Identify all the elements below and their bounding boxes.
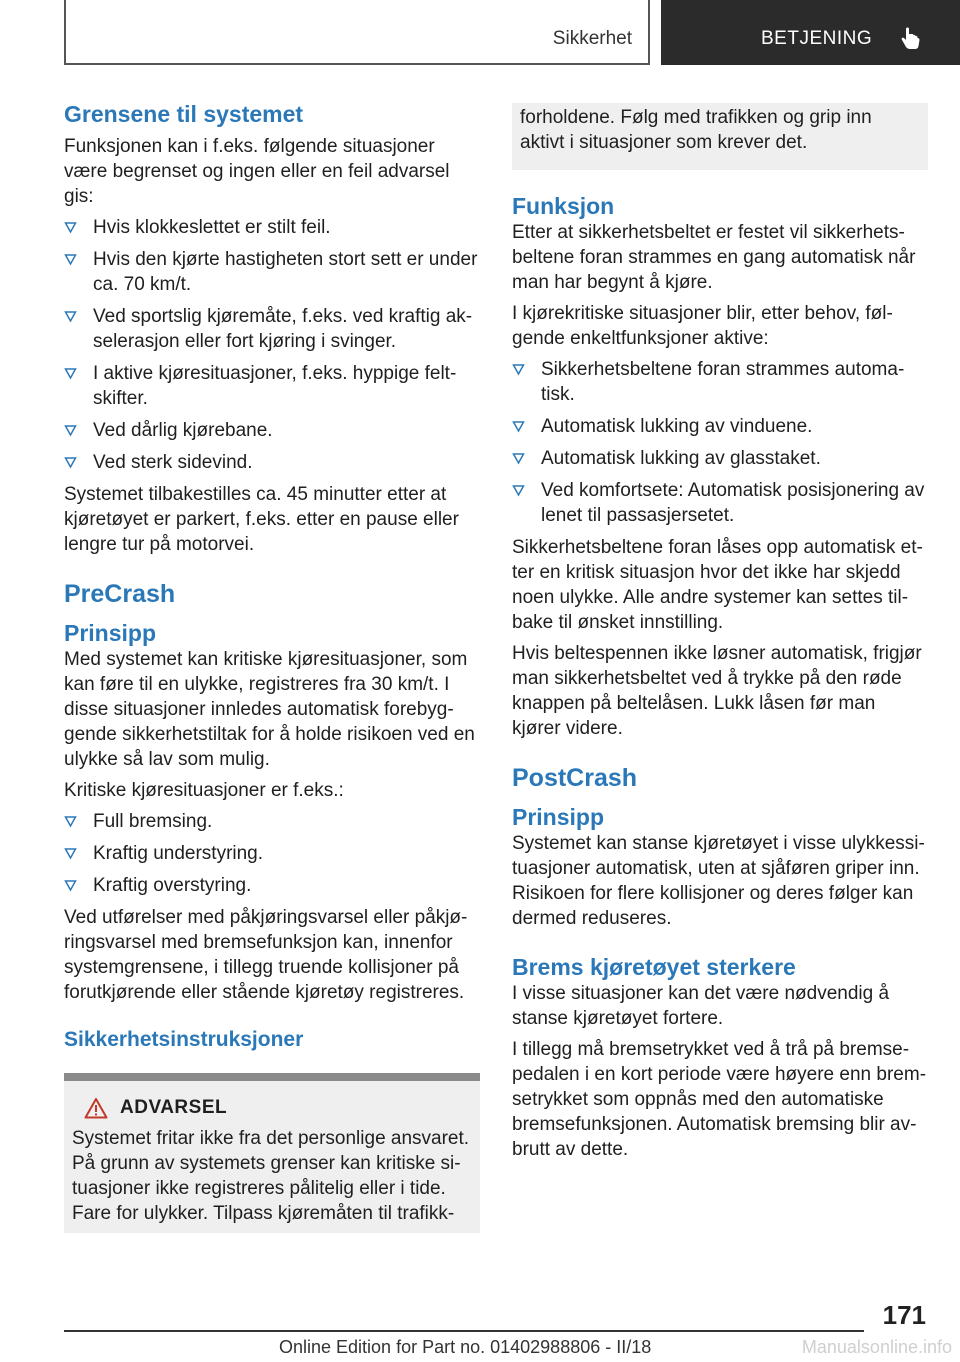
hand-pointer-icon (897, 26, 923, 52)
list-item: Automatisk lukking av glasstaket. (512, 446, 928, 471)
list-item: Sikkerhetsbeltene foran strammes automatisk. (512, 357, 928, 407)
triangle-bullet-icon (64, 367, 77, 380)
page-number: 171 (882, 1300, 926, 1330)
footer-divider (64, 1330, 864, 1332)
para-reset: Systemet tilbakestilles ca. 45 minutter etter at kjøretøyet er parkert, f.eks. etter en pause eller lengre tur på motorvei. (64, 484, 459, 555)
triangle-bullet-icon (512, 363, 525, 376)
para-funksjon-2: I kjørekritiske situasjoner blir, etter behov, følgende enkeltfunksjoner aktive: (512, 303, 893, 349)
heading-postcrash: PostCrash (512, 764, 638, 792)
warning-box-continued (512, 103, 928, 170)
list-item: Hvis klokkeslettet er stilt feil. (64, 215, 480, 240)
para-limits: Funksjonen kan i f.eks. følgende situasjoner være begrenset og ingen eller en feil advarsel gis: (64, 136, 450, 207)
list-item: Kraftig understyring. (64, 841, 480, 866)
warning-text: Systemet fritar ikke fra det personlige ansvaret. På grunn av systemets grenser kan kritiske situasjoner ikke registreres pålitelig eller i tide. Fare for ulykker. Tilpass kjøremåten til trafikk- (72, 1128, 470, 1224)
para-brems-1: I visse situasjoner kan det være nødvendig å stanse kjøretøyet fortere. (512, 983, 890, 1029)
para-funksjon-1: Etter at sikkerhetsbeltet er festet vil sikkerhetsbeltene foran strammes en gang automatisk når man har begynt å kjøre. (512, 222, 916, 293)
footer-edition: Online Edition for Part no. 01402988806 - II/18 (279, 1337, 652, 1357)
warning-title-row (72, 1095, 472, 1120)
triangle-bullet-icon (64, 815, 77, 828)
list-item: Ved komfortsete: Automatisk posisjonering av lenet til passasjersetet. (512, 478, 928, 528)
header-chapter-label: BETJENING (761, 28, 873, 49)
heading-safety: Sikkerhetsinstruksjoner (64, 1028, 304, 1051)
warning-box (64, 1073, 480, 1233)
list-item: Full bremsing. (64, 809, 480, 834)
triangle-bullet-icon (512, 452, 525, 465)
list-critical (64, 809, 480, 898)
header-section-box (64, 0, 650, 65)
triangle-bullet-icon (64, 424, 77, 437)
left-column (64, 100, 480, 1233)
list-item: Ved sterk sidevind. (64, 450, 480, 475)
para-release: Hvis beltespennen ikke løsner automatisk, frigjør man sikkerhetsbeltet ved å trykke på den røde knappen på beltelåsen. Lukk låsen før man kjører videre. (512, 643, 922, 739)
heading-prinsipp-post: Prinsipp (512, 804, 605, 830)
list-item: I aktive kjøresituasjoner, f.eks. hyppige feltskifter. (64, 361, 480, 411)
triangle-bullet-icon (64, 221, 77, 234)
heading-brems: Brems kjøretøyet sterkere (512, 954, 796, 980)
list-limits (64, 215, 480, 475)
heading-precrash: PreCrash (64, 580, 176, 608)
heading-prinsipp: Prinsipp (64, 620, 157, 646)
warning-title: ADVARSEL (120, 1097, 228, 1118)
heading-funksjon: Funksjon (512, 193, 615, 219)
list-funksjon (512, 357, 928, 528)
para-critical: Kritiske kjøresituasjoner er f.eks.: (64, 780, 344, 801)
list-item: Hvis den kjørte hastigheten stort sett er under ca. 70 km/t. (64, 247, 480, 297)
header-section-title: Sikkerhet (552, 28, 632, 49)
warning-text-continued: forholdene. Følg med trafikken og grip inn aktivt i situasjoner som krever det. (520, 107, 872, 153)
list-item: Kraftig overstyring. (64, 873, 480, 898)
triangle-bullet-icon (64, 456, 77, 469)
triangle-bullet-icon (64, 310, 77, 323)
triangle-bullet-icon (64, 879, 77, 892)
triangle-bullet-icon (512, 420, 525, 433)
triangle-bullet-icon (64, 847, 77, 860)
heading-grensene: Grensene til systemet (64, 101, 304, 127)
para-brems-2: I tillegg må bremsetrykket ved å trå på bremsepedalen i en kort periode være høyere enn bremsetrykket som oppnås med den automatiske bremsefunksjonen. Automatisk bremsing blir avbrutt av dette. (512, 1039, 927, 1160)
para-postcrash: Systemet kan stanse kjøretøyet i visse ulykkessituasjoner automatisk, uten at sjåføren griper inn. Risikoen for flere kollisjoner og deres følger kan dermed reduseres. (512, 833, 925, 929)
triangle-bullet-icon (64, 253, 77, 266)
list-item: Ved dårlig kjørebane. (64, 418, 480, 443)
triangle-bullet-icon (512, 484, 525, 497)
para-warning-system: Ved utførelser med påkjøringsvarsel eller påkjøringsvarsel med bremsefunksjon kan, innenfor systemgrensene, i tillegg truende kollisjoner på forutkjørende eller stående kjøretøy registreres. (64, 907, 468, 1003)
footer-watermark: Manualsonline.info (801, 1337, 952, 1357)
para-prinsipp: Med systemet kan kritiske kjøresituasjoner, som kan føre til en ulykke, registreres fra 30 km/t. I disse situasjoner innledes automatisk forebyggende sikkerhetstiltak for å holde risikoen ved en ulykke så lav som mulig. (64, 649, 475, 770)
header-chapter-tab[interactable] (661, 0, 960, 65)
para-unlock: Sikkerhetsbeltene foran låses opp automatisk etter en kritisk situasjon hvor det ikke har skjedd noen ulykke. Alle andre systemer kan settes tilbake til ønsket innstilling. (512, 537, 923, 633)
warning-triangle-icon (84, 1097, 108, 1119)
list-item: Automatisk lukking av vinduene. (512, 414, 928, 439)
list-item: Ved sportslig kjøremåte, f.eks. ved kraftig akselerasjon eller fort kjøring i svinger. (64, 304, 480, 354)
right-column (512, 103, 928, 1162)
